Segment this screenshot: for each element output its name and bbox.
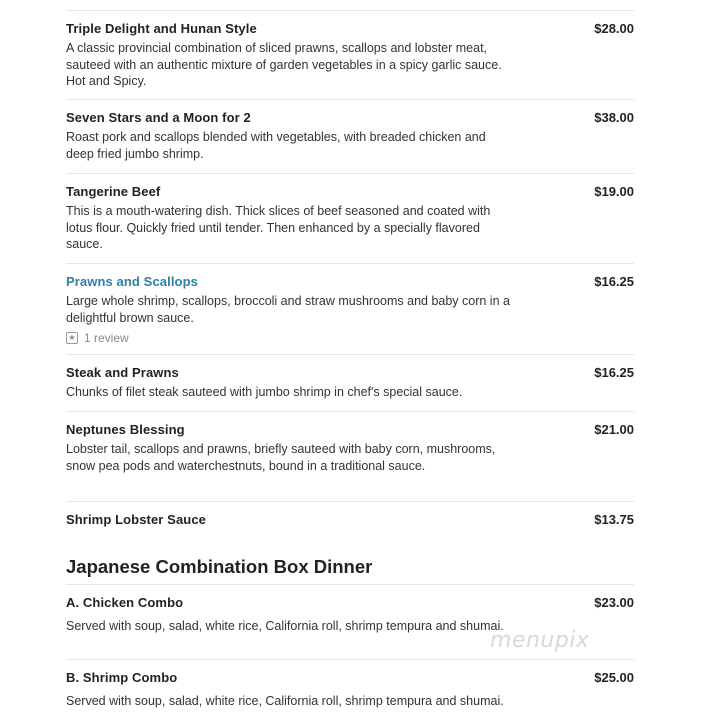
item-price: $16.25 [594,365,634,380]
item-description: Served with soup, salad, white rice, California roll, shrimp tempura and shumai. [66,694,504,708]
review-link[interactable] [66,331,634,345]
item-description: A classic provincial combination of sliced prawns, scallops and lobster meat, sauteed with an authentic mixture of garden vegetables in a spicy garlic sauce. Hot and Spicy. [66,41,502,88]
item-name: B. Shrimp Combo [66,670,178,685]
menu-item [66,412,634,502]
item-description: Chunks of filet steak sauteed with jumbo shrimp in chef's special sauce. [66,385,463,399]
item-description: Roast pork and scallops blended with vegetables, with breaded chicken and deep fried jumbo shrimp. [66,130,486,161]
menu-item [66,502,634,542]
menu-item [66,264,634,355]
item-description: Served with soup, salad, white rice, California roll, shrimp tempura and shumai. [66,619,504,633]
item-name: Triple Delight and Hunan Style [66,21,257,36]
item-name: Shrimp Lobster Sauce [66,512,206,527]
item-name: Tangerine Beef [66,184,161,199]
star-icon: ★ [66,332,78,344]
menu-item [66,355,634,412]
section-title: Japanese Combination Box Dinner [66,556,373,577]
menu-list [66,0,634,726]
item-description: Lobster tail, scallops and prawns, briefly sauteed with baby corn, mushrooms, snow pea pods and waterchestnuts, bound in a traditional sauce. [66,442,496,473]
menu-item [66,10,634,100]
item-price: $25.00 [594,670,634,685]
item-price: $23.00 [594,595,634,610]
item-description: This is a mouth-watering dish. Thick slices of beef seasoned and coated with lotus flour. Quickly fried until tender. Then enhanced by a specially flavored sauce. [66,204,491,251]
item-price: $13.75 [594,512,634,527]
item-price: $21.00 [594,422,634,437]
item-description: Large whole shrimp, scallops, broccoli and straw mushrooms and baby corn in a delightful brown sauce. [66,294,510,325]
item-name: Neptunes Blessing [66,422,185,437]
item-name: A. Chicken Combo [66,595,184,610]
review-count: 1 review [84,331,129,345]
watermark-logo: menupix [490,628,590,653]
item-price: $19.00 [594,184,634,199]
menu-item [66,660,634,726]
section-header [66,542,634,584]
menu-item [66,174,634,264]
item-name: Steak and Prawns [66,365,179,380]
item-price: $28.00 [594,21,634,36]
item-name: Seven Stars and a Moon for 2 [66,110,251,125]
item-price: $16.25 [594,274,634,289]
item-price: $38.00 [594,110,634,125]
menu-item [66,100,634,174]
item-name-link[interactable]: Prawns and Scallops [66,274,198,289]
